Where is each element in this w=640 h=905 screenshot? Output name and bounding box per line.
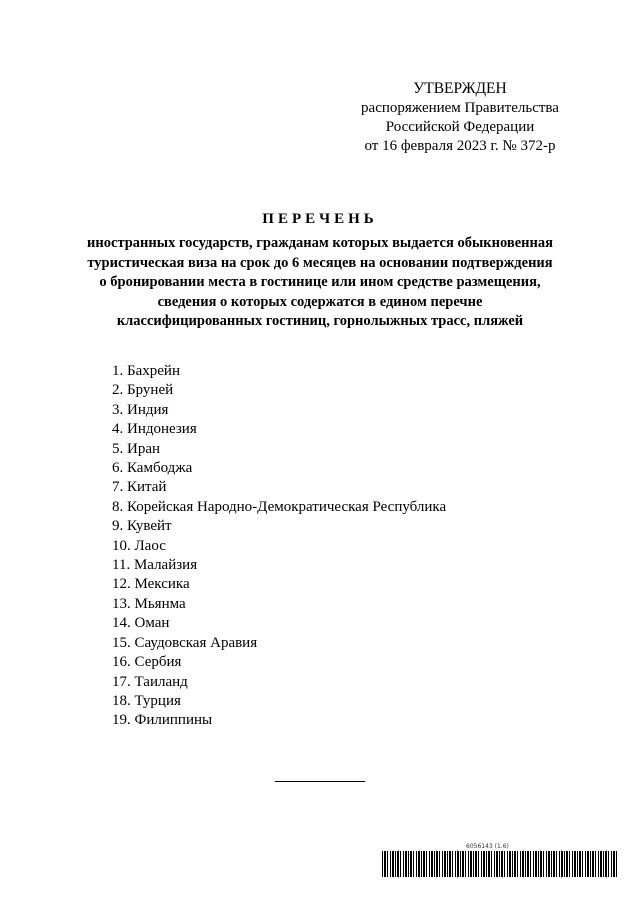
approval-stamp: УТВЕРЖДЕН <box>413 80 507 97</box>
document-subheading <box>60 234 580 332</box>
country-item: 2. Бруней <box>112 382 174 399</box>
country-item: 16. Сербия <box>112 654 182 671</box>
country-item: 10. Лаос <box>112 537 166 554</box>
country-item: 11. Малайзия <box>112 557 198 574</box>
country-item: 8. Корейская Народно-Демократическая Республика <box>112 498 447 515</box>
country-item: 3. Индия <box>112 401 169 418</box>
country-item: 12. Мексика <box>112 576 190 593</box>
country-item: 5. Иран <box>112 440 161 457</box>
country-item: 7. Китай <box>112 479 167 496</box>
document-heading: ПЕРЕЧЕНЬ <box>262 211 378 227</box>
country-item: 6. Камбоджа <box>112 460 193 477</box>
approval-line-2: Российской Федерации <box>385 119 535 135</box>
country-item: 17. Таиланд <box>112 673 188 690</box>
approval-line-1: распоряжением Правительства <box>361 100 559 116</box>
subheading-line: туристическая виза на срок до 6 месяцев на основании подтверждения <box>87 254 553 271</box>
country-list <box>112 362 446 731</box>
subheading-line: классифицированных гостиниц, горнолыжных трасс, пляжей <box>116 313 524 329</box>
country-item: 1. Бахрейн <box>112 363 180 379</box>
country-item: 19. Филиппины <box>112 712 213 729</box>
country-item: 13. Мьянма <box>112 595 186 612</box>
subheading-line: о бронировании места в гостинице или ином средстве размещения, <box>99 274 541 290</box>
approval-line-3: от 16 февраля 2023 г. № 372-р <box>364 138 556 154</box>
country-item: 4. Индонезия <box>112 421 197 438</box>
subheading-line: иностранных государств, гражданам которых выдается обыкновенная <box>87 235 553 251</box>
subheading-line: сведения о которых содержатся в едином перечне <box>157 293 483 310</box>
country-item: 9. Кувейт <box>112 518 172 535</box>
document-code: 6056143 (1.6) <box>466 843 509 850</box>
barcode-icon <box>382 851 618 877</box>
approval-block <box>340 79 580 156</box>
country-item: 18. Турция <box>112 692 181 709</box>
country-item: 14. Оман <box>112 615 170 632</box>
end-divider <box>275 781 365 782</box>
country-item: 15. Саудовская Аравия <box>112 634 258 651</box>
